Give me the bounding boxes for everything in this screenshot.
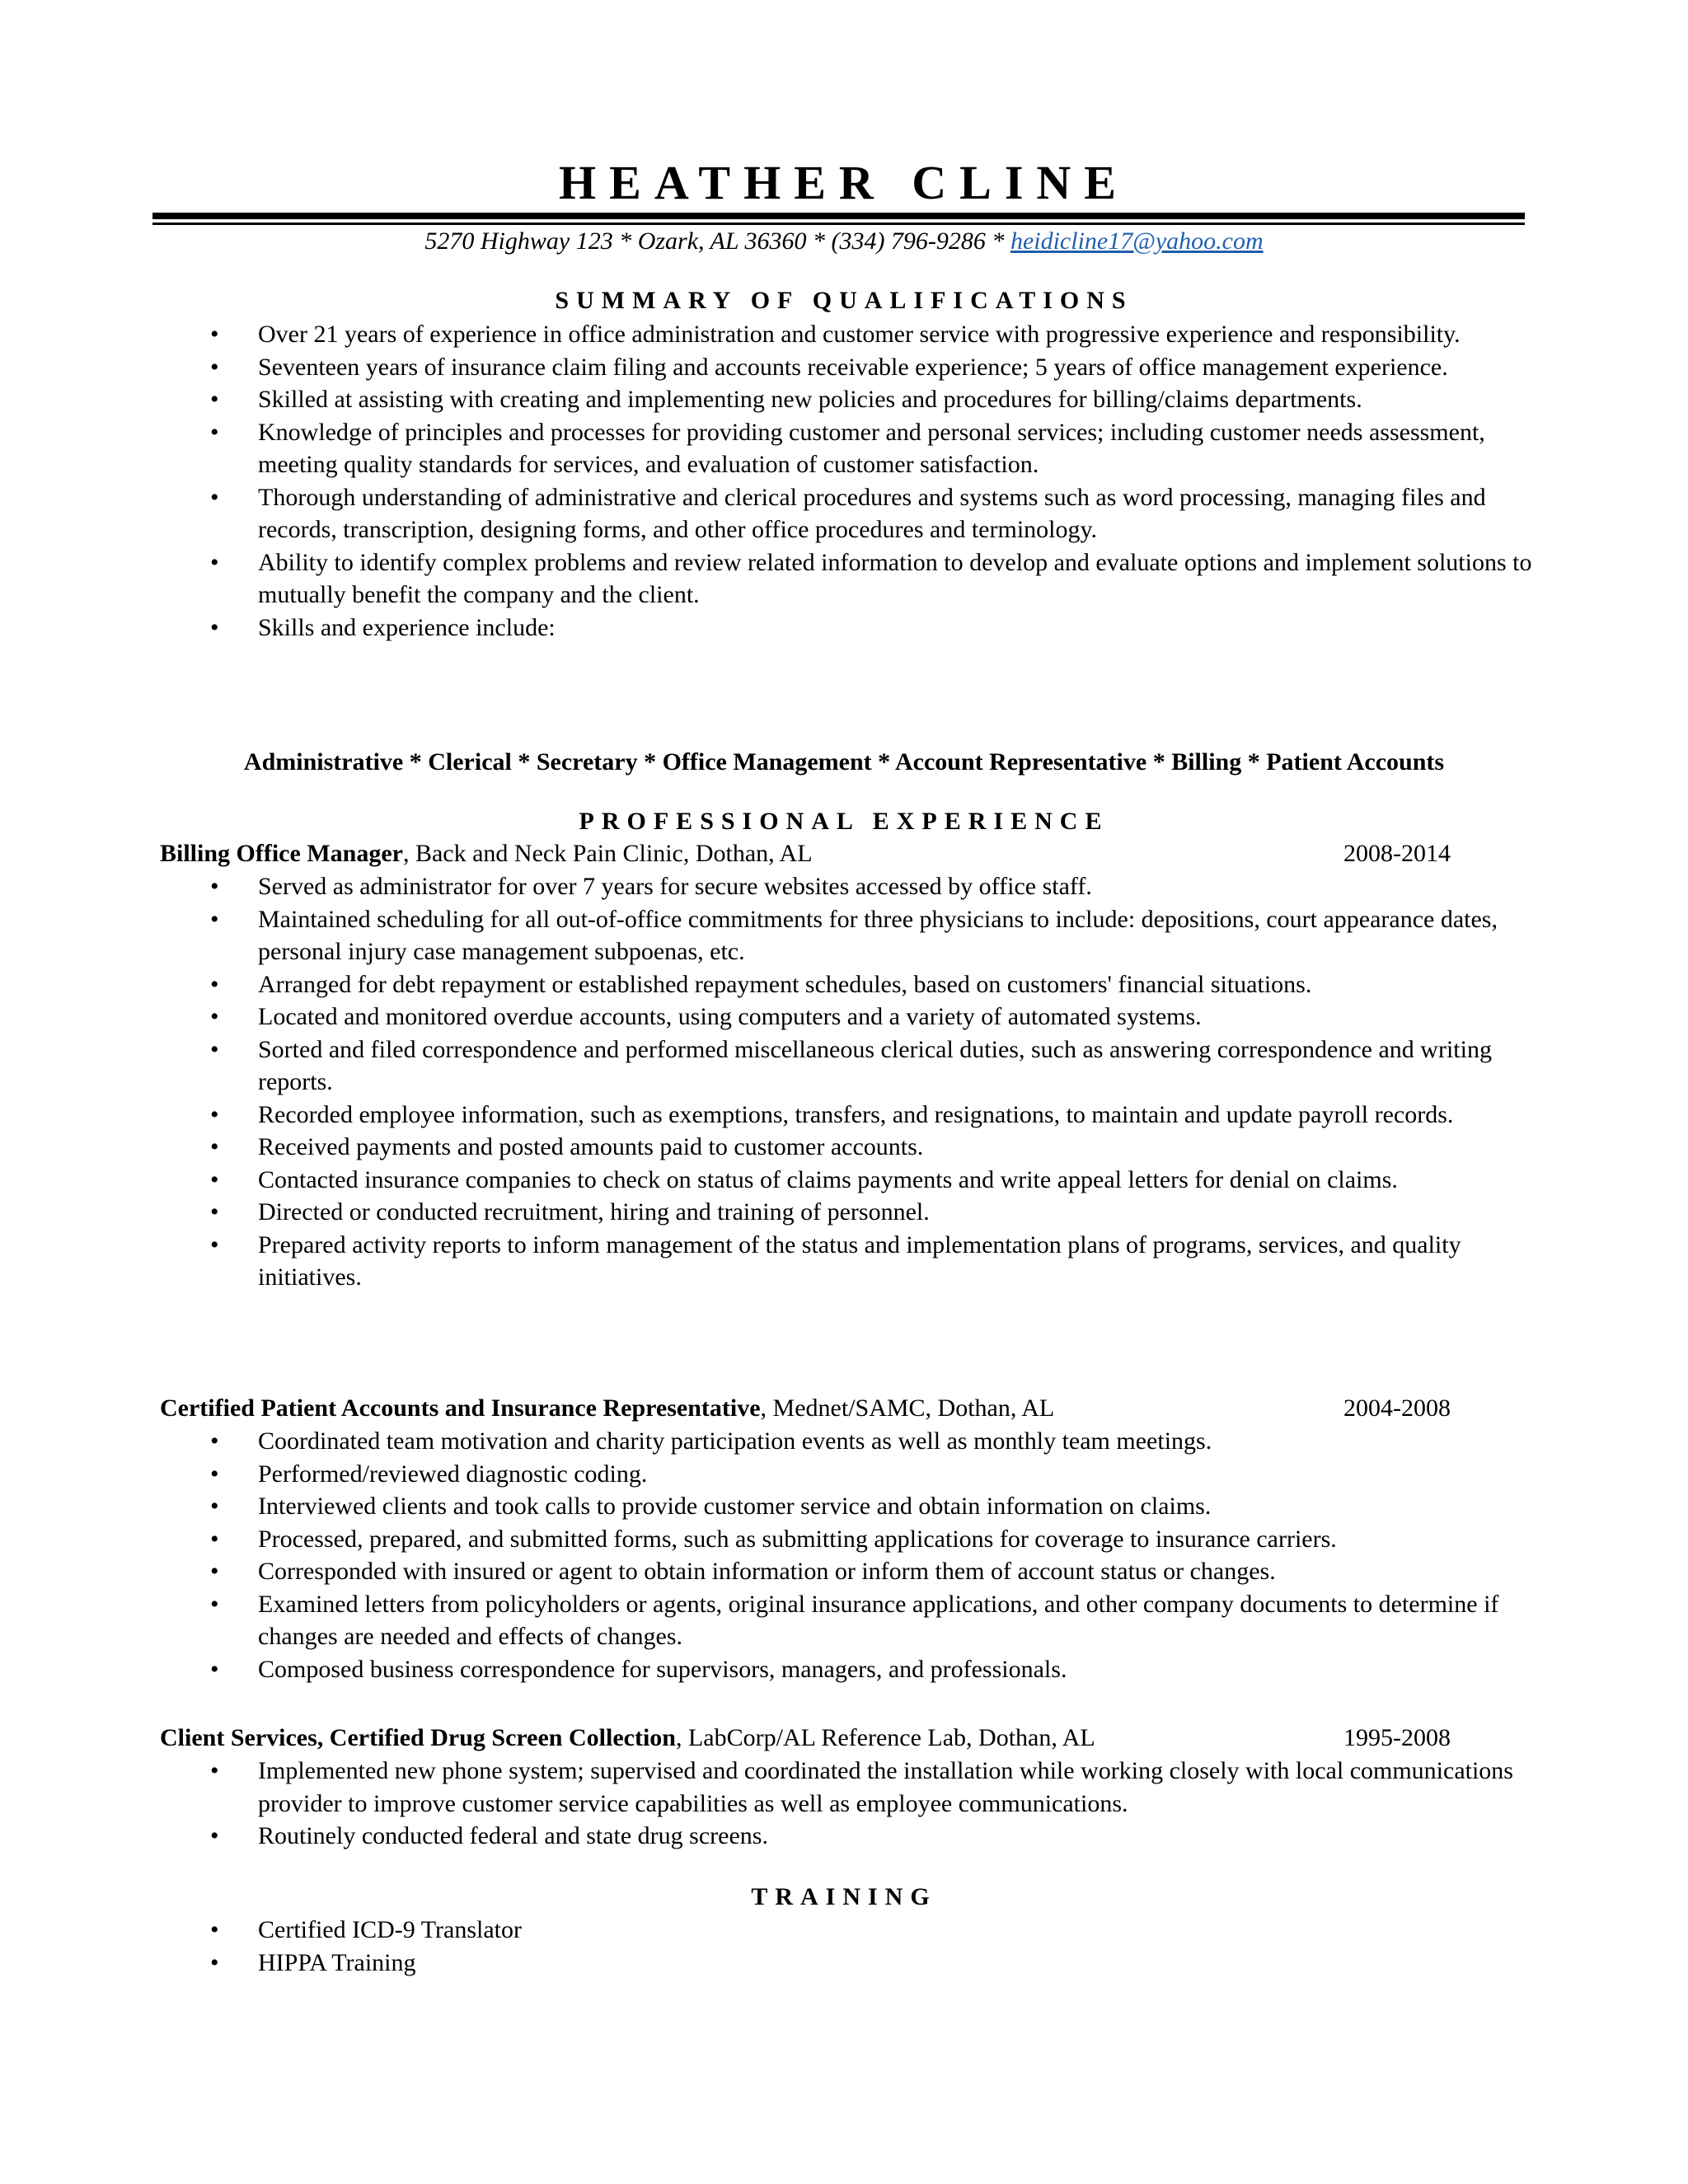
summary-item: • Skills and experience include:	[0, 612, 1536, 644]
job-header	[160, 837, 1479, 870]
job-header	[160, 1392, 1479, 1425]
job-duty: • Implemented new phone system; supervised and coordinated the installation while working closely with local communications provider to improve customer service capabilities as well as employee communications.	[0, 1755, 1536, 1820]
header-rule-thick	[152, 213, 1525, 219]
job-employer: , Back and Neck Pain Clinic, Dothan, AL	[402, 840, 813, 867]
contact-details: 5270 Highway 123 * Ozark, AL 36360 * (334) 796-9286 *	[424, 227, 1010, 255]
summary-item: • Over 21 years of experience in office administration and customer service with progressive experience and responsibility.	[0, 318, 1536, 351]
summary-list	[0, 318, 1566, 644]
job-duty: • Coordinated team motivation and charity participation events as well as monthly team meetings.	[0, 1425, 1536, 1458]
job-duties-list	[0, 1425, 1566, 1685]
job-duty: • Directed or conducted recruitment, hiring and training of personnel.	[0, 1196, 1536, 1229]
job-title: Billing Office Manager	[160, 840, 403, 867]
job-dates: 2008-2014	[1343, 840, 1451, 867]
training-item: • HIPPA Training	[0, 1947, 1536, 1980]
training-heading: TRAINING	[751, 1883, 937, 1910]
contact-line	[0, 225, 1688, 258]
job-duty: • Sorted and filed correspondence and performed miscellaneous clerical duties, such as answering correspondence and writing reports.	[0, 1033, 1536, 1099]
job-dates: 2004-2008	[1343, 1394, 1451, 1422]
resume-name: HEATHER CLINE	[559, 156, 1129, 209]
summary-item: • Knowledge of principles and processes for providing customer and personal services; including customer needs assessment, meeting quality standards for services, and evaluation of customer satisfaction.	[0, 416, 1536, 481]
job-duties-list	[0, 1755, 1566, 1853]
training-list	[0, 1914, 1566, 1979]
summary-item: • Thorough understanding of administrative and clerical procedures and systems such as word processing, managing files and records, transcription, designing forms, and other office procedures and terminology.	[0, 481, 1536, 546]
job-duty: • Received payments and posted amounts paid to customer accounts.	[0, 1131, 1536, 1164]
skills-line: Administrative * Clerical * Secretary * Office Management * Account Representative * Billing * Patient Accounts	[243, 748, 1445, 776]
job-duty: • Contacted insurance companies to check on status of claims payments and write appeal letters for denial on claims.	[0, 1164, 1536, 1197]
job-duty: • Prepared activity reports to inform management of the status and implementation plans of programs, services, and quality initiatives.	[0, 1229, 1536, 1294]
job-duty: • Located and monitored overdue accounts, using computers and a variety of automated systems.	[0, 1001, 1536, 1033]
job-header	[160, 1722, 1479, 1755]
job-duty: • Performed/reviewed diagnostic coding.	[0, 1458, 1536, 1491]
summary-item: • Skilled at assisting with creating and implementing new policies and procedures for billing/claims departments.	[0, 383, 1536, 416]
experience-heading: PROFESSIONAL EXPERIENCE	[579, 808, 1109, 835]
summary-heading: SUMMARY OF QUALIFICATIONS	[555, 287, 1133, 314]
job-duty: • Examined letters from policyholders or agents, original insurance applications, and other company documents to determine if changes are needed and effects of changes.	[0, 1588, 1536, 1653]
job-dates: 1995-2008	[1343, 1724, 1451, 1751]
summary-item: • Seventeen years of insurance claim filing and accounts receivable experience; 5 years of office management experience.	[0, 351, 1536, 384]
job-title: Certified Patient Accounts and Insurance Representative	[160, 1394, 761, 1422]
job-title: Client Services, Certified Drug Screen Collection	[160, 1724, 676, 1751]
job-duty: • Interviewed clients and took calls to provide customer service and obtain information on claims.	[0, 1490, 1536, 1523]
email-link[interactable]: heidicline17@yahoo.com	[1010, 227, 1264, 255]
job-duty: • Arranged for debt repayment or established repayment schedules, based on customers' financial situations.	[0, 968, 1536, 1001]
job-duty: • Served as administrator for over 7 years for secure websites accessed by office staff.	[0, 870, 1536, 903]
summary-item: • Ability to identify complex problems and review related information to develop and evaluate options and implement solutions to mutually benefit the company and the client.	[0, 546, 1536, 612]
job-duty: • Corresponded with insured or agent to obtain information or inform them of account status or changes.	[0, 1555, 1536, 1588]
job-employer: , Mednet/SAMC, Dothan, AL	[760, 1394, 1055, 1422]
job-duty: • Routinely conducted federal and state drug screens.	[0, 1820, 1536, 1853]
job-employer: , LabCorp/AL Reference Lab, Dothan, AL	[675, 1724, 1095, 1751]
job-duties-list	[0, 870, 1566, 1294]
training-item: • Certified ICD-9 Translator	[0, 1914, 1536, 1947]
job-duty: • Processed, prepared, and submitted forms, such as submitting applications for coverage to insurance carriers.	[0, 1523, 1536, 1556]
job-duty: • Recorded employee information, such as exemptions, transfers, and resignations, to maintain and update payroll records.	[0, 1099, 1536, 1132]
job-duty: • Maintained scheduling for all out-of-office commitments for three physicians to include: depositions, court appearance dates, personal injury case management subpoenas, etc.	[0, 903, 1536, 968]
job-duty: • Composed business correspondence for supervisors, managers, and professionals.	[0, 1653, 1536, 1686]
